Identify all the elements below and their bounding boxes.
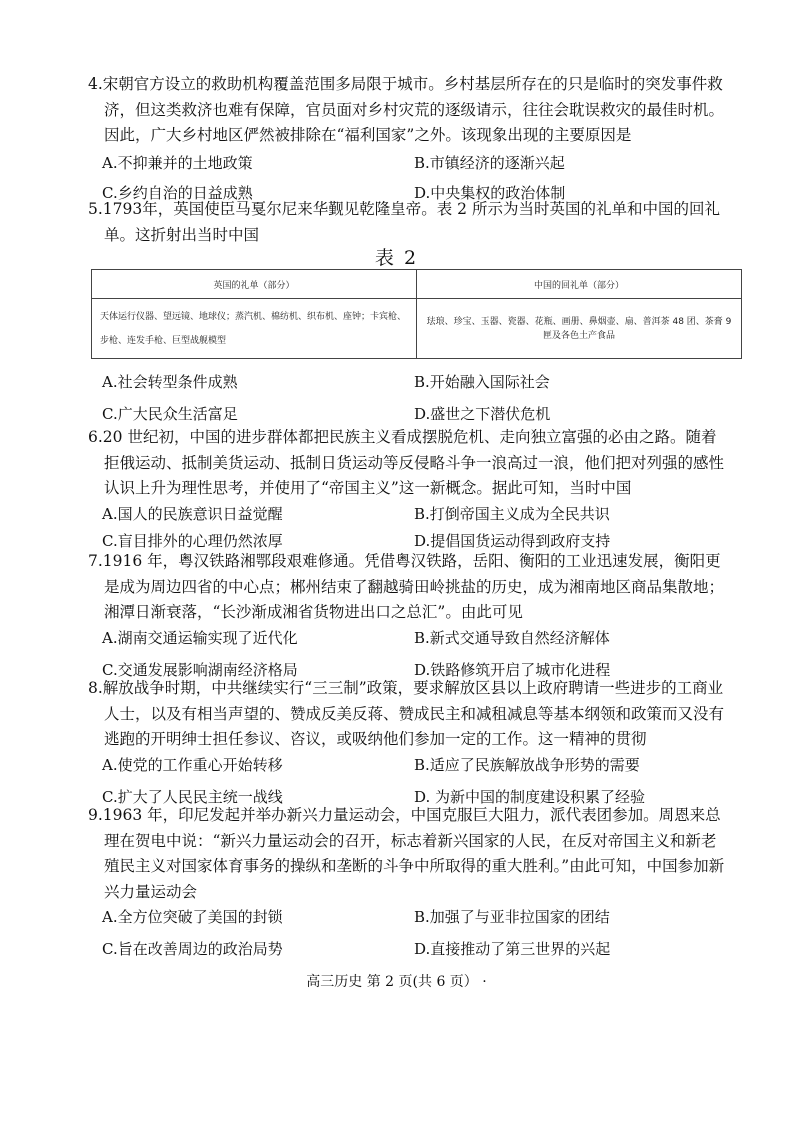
question-4-stem: 4.宋朝官方设立的救助机构覆盖范围多局限于城市。乡村基层所存在的只是临时的突发事件救济，但这类救济也难有保障，官员面对乡村灾荒的逐级请示，往往会耽误救灾的最佳时机。因此，广大乡村地区俨然被排除在“福利国家”之外。该现象出现的主要原因是 <box>88 75 725 144</box>
question-9-stem: 9.1963 年，印尼发起并举办新兴力量运动会，中国克服巨大阻力，派代表团参加。周恩来总理在贺电中说：“新兴力量运动会的召开，标志着新兴国家的人民，在反对帝国主义和新老殖民主义对国家体育事务的操纵和垄断的斗争中所取得的重大胜利。”由此可知，中国参加新兴力量运动会 <box>88 806 725 901</box>
question-8-option-a[interactable]: A.使党的工作重心开始转移 <box>102 755 283 774</box>
question-7-stem: 7.1916 年，粤汉铁路湘鄂段艰难修通。凭借粤汉铁路，岳阳、衡阳的工业迅速发展，衡阳更是成为周边四省的中心点；郴州结束了翻越骑田岭挑盐的历史，成为湘南地区商品集散地；湘潭日渐衰落，“长沙渐成湘省货物进出口之总汇”。由此可见 <box>88 552 725 621</box>
question-8-stem: 8.解放战争时期，中共继续实行“三三制”政策，要求解放区县以上政府聘请一些进步的工商业人士，以及有相当声望的、赞成反美反蒋、赞成民主和减租减息等基本纲领和政策而又没有逃跑的开明绅士担任参议、咨议，或吸纳他们参加一定的工作。这一精神的贯彻 <box>88 679 725 748</box>
question-7-option-d[interactable]: D.铁路修筑开启了城市化进程 <box>414 660 611 679</box>
question-9-option-a[interactable]: A.全方位突破了美国的封锁 <box>102 908 283 926</box>
question-4-option-b[interactable]: B.市镇经济的逐渐兴起 <box>414 153 565 172</box>
question-5-stem: 5.1793年，英国使臣马戛尔尼来华觐见乾隆皇帝。表 2 所示为当时英国的礼单和中国的回礼单。这折射出当时中国 <box>88 200 720 244</box>
question-6-option-a[interactable]: A.国人的民族意识日益觉醒 <box>102 504 283 523</box>
question-4-option-a[interactable]: A.不抑兼并的土地政策 <box>102 153 253 172</box>
question-6-option-c[interactable]: C.盲目排外的心理仍然浓厚 <box>102 531 283 550</box>
table-caption: 表 2 <box>374 247 419 269</box>
question-5-option-a[interactable]: A.社会转型条件成熟 <box>102 373 238 391</box>
question-7-option-b[interactable]: B.新式交通导致自然经济解体 <box>414 628 610 647</box>
gift-table-cell-chinese: 珐琅、珍宝、玉器、瓷器、花瓶、画册、鼻烟壶、扇、普洱茶 48 团、茶膏 9 匣及各色土产食品 <box>417 299 742 359</box>
question-6 <box>88 425 728 550</box>
question-7-option-c[interactable]: C.交通发展影响湖南经济格局 <box>102 660 298 679</box>
gift-table-header-chinese: 中国的回礼单（部分） <box>417 270 742 299</box>
question-5-option-d[interactable]: D.盛世之下潜伏危机 <box>414 405 551 423</box>
question-5 <box>88 197 728 248</box>
question-5-option-b[interactable]: B.开始融入国际社会 <box>414 373 550 391</box>
question-9-option-d[interactable]: D.直接推动了第三世界的兴起 <box>414 940 611 958</box>
question-4-option-d[interactable]: D.中央集权的政治体制 <box>414 183 566 202</box>
question-9-option-c[interactable]: C.旨在改善周边的政治局势 <box>102 940 283 958</box>
question-8-option-d[interactable]: D. 为新中国的制度建设积累了经验 <box>414 787 646 806</box>
question-9-option-b[interactable]: B.加强了与亚非拉国家的团结 <box>414 908 610 926</box>
question-5-option-c[interactable]: C.广大民众生活富足 <box>102 405 238 423</box>
gift-table-header-british: 英国的礼单（部分） <box>92 270 417 299</box>
gift-table <box>91 269 742 359</box>
question-4-option-c[interactable]: C.乡约自治的日益成熟 <box>102 183 253 202</box>
question-6-option-d[interactable]: D.提倡国货运动得到政府支持 <box>414 531 611 550</box>
gift-table-cell-british: 天体运行仪器、望远镜、地球仪；蒸汽机、棉纺机、织布机、座钟；卡宾枪、步枪、连发手枪、巨型战舰模型 <box>92 299 417 359</box>
question-6-stem: 6.20 世纪初，中国的进步群体都把民族主义看成摆脱危机、走向独立富强的必由之路。随着拒俄运动、抵制美货运动、抵制日货运动等反侵略斗争一浪高过一浪，他们把对列强的感性认识上升为理性思考，并使用了“帝国主义”这一新概念。据此可知，当时中国 <box>88 428 725 497</box>
question-8 <box>88 676 728 806</box>
question-8-option-b[interactable]: B.适应了民族解放战争形势的需要 <box>414 755 640 774</box>
question-6-option-b[interactable]: B.打倒帝国主义成为全民共识 <box>414 504 610 523</box>
question-4 <box>88 72 728 202</box>
page-footer: 高三历史 第 2 页(共 6 页） · <box>306 974 487 990</box>
question-8-option-c[interactable]: C.扩大了人民民主统一战线 <box>102 787 283 806</box>
question-9 <box>88 803 728 958</box>
question-7-option-a[interactable]: A.湖南交通运输实现了近代化 <box>102 628 298 647</box>
question-7 <box>88 549 728 679</box>
